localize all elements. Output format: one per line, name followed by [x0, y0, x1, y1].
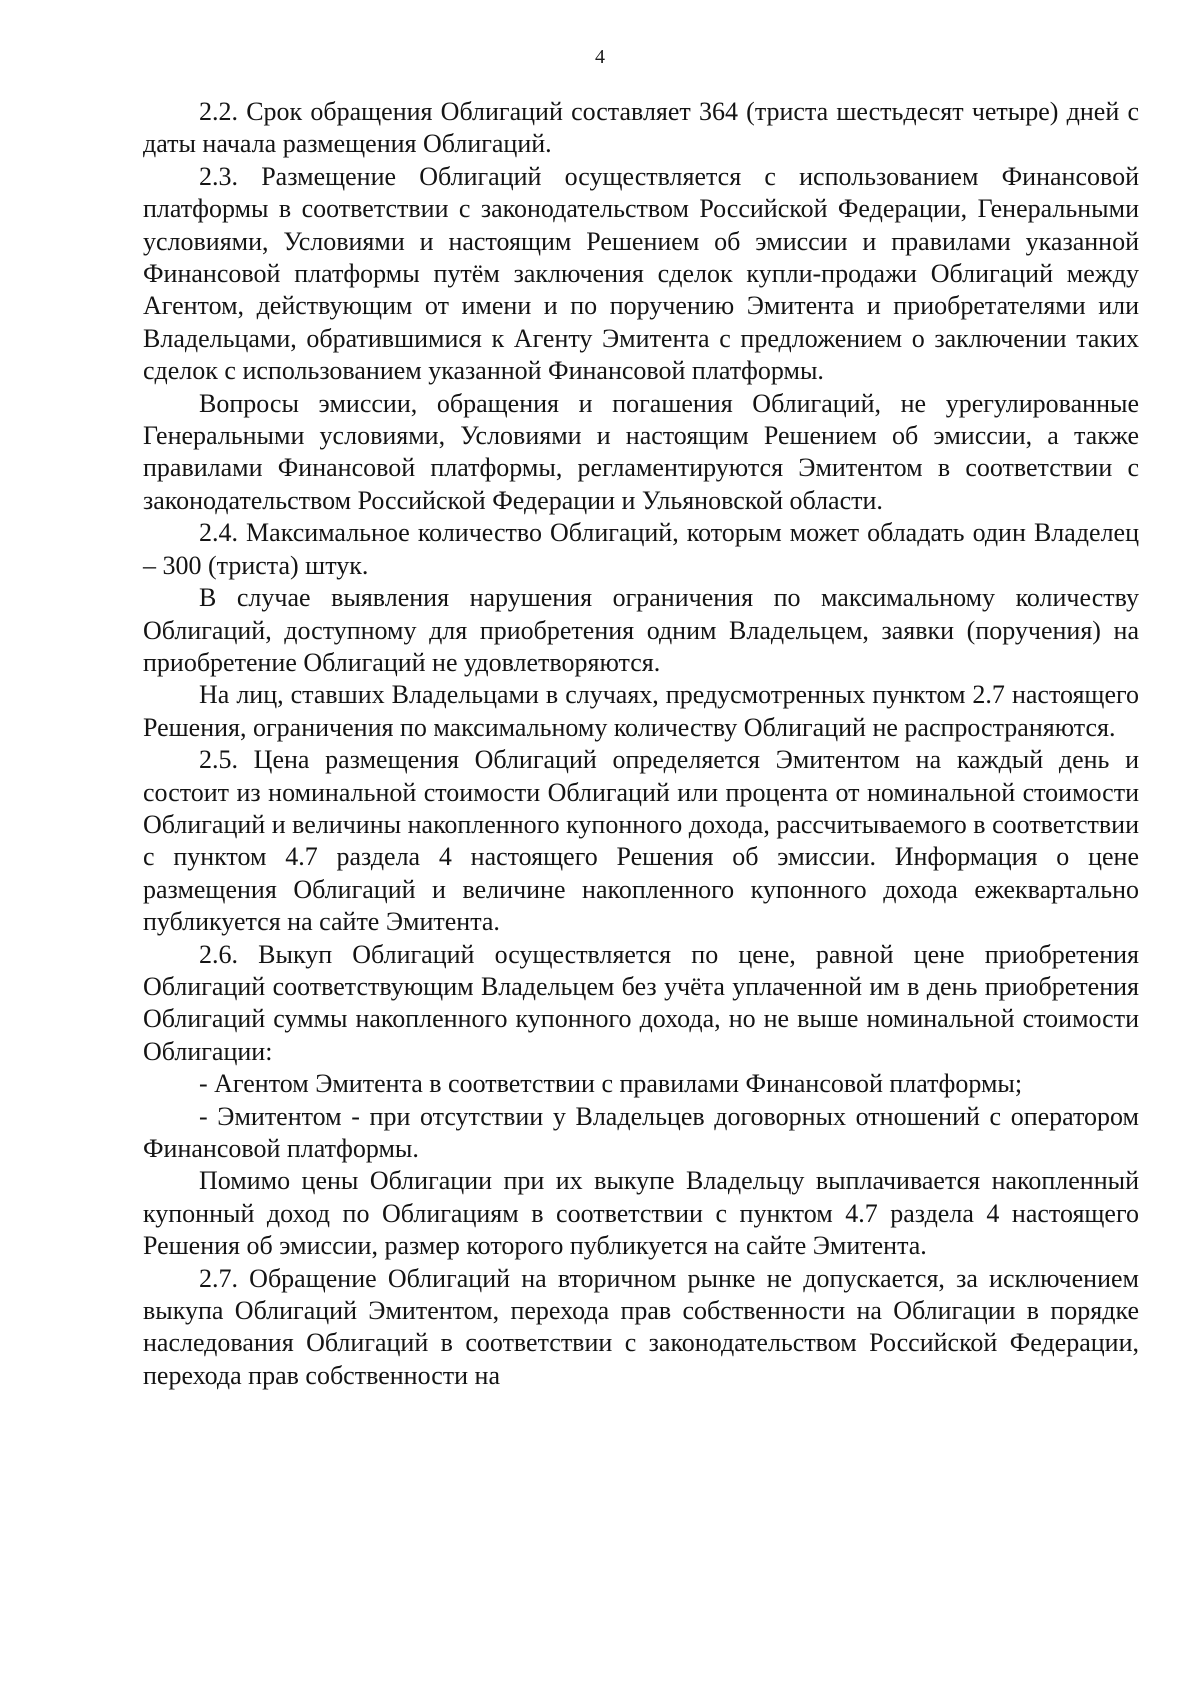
paragraph-2-4: 2.4. Максимальное количество Облигаций, которым может обладать один Владелец – 300 (триста) штук.: [143, 518, 1139, 580]
document-body: [143, 96, 1139, 1392]
paragraph-2-3: 2.3. Размещение Облигаций осуществляется с использованием Финансовой платформы в соответствии с законодательством Российской Федерации, Генеральными условиями, Условиями и настоящим Решением об эмиссии и правилами указанной Финансовой платформы путём заключения сделок купли-продажи Облигаций между Агентом, действующим от имени и по поручению Эмитента и приобретателями или Владельцами, обратившимися к Агенту Эмитента с предложением о заключении таких сделок с использованием указанной Финансовой платформы.: [143, 161, 1139, 386]
paragraph-2-5: 2.5. Цена размещения Облигаций определяется Эмитентом на каждый день и состоит из номинальной стоимости Облигаций или процента от номинальной стоимости Облигаций и величины накопленного купонного дохода, рассчитываемого в соответствии с пунктом 4.7 раздела 4 настоящего Решения об эмиссии. Информация о цене размещения Облигаций и величине накопленного купонного дохода ежеквартально публикуется на сайте Эмитента.: [143, 745, 1139, 937]
paragraph-coupon: Помимо цены Облигации при их выкупе Владельцу выплачивается накопленный купонный доход по Облигациям в соответствии с пунктом 4.7 раздела 4 настоящего Решения об эмиссии, размер которого публикуется на сайте Эмитента.: [143, 1166, 1139, 1261]
list-item-agent: - Агентом Эмитента в соответствии с правилами Финансовой платформы;: [199, 1069, 1023, 1099]
paragraph-2-2: 2.2. Срок обращения Облигаций составляет 364 (триста шестьдесят четыре) дней с даты начала размещения Облигаций.: [143, 97, 1139, 159]
list-item-issuer: - Эмитентом - при отсутствии у Владельцев договорных отношений с оператором Финансовой платформы.: [143, 1101, 1139, 1163]
paragraph-violation: В случае выявления нарушения ограничения по максимальному количеству Облигаций, доступному для приобретения одним Владельцем, заявки (поручения) на приобретение Облигаций не удовлетворяются.: [143, 583, 1139, 677]
page-number: 4: [595, 46, 605, 68]
paragraph-2-7: 2.7. Обращение Облигаций на вторичном рынке не допускается, за исключением выкупа Облигаций Эмитентом, перехода прав собственности на Облигации в порядке наследования Облигаций в соответствии с законодательством Российской Федерации, перехода прав собственности на: [143, 1263, 1139, 1390]
paragraph-exception: На лиц, ставших Владельцами в случаях, предусмотренных пунктом 2.7 настоящего Решения, ограничения по максимальному количеству Облигаций не распространяются.: [143, 680, 1139, 742]
paragraph-issues: Вопросы эмиссии, обращения и погашения Облигаций, не урегулированные Генеральными условиями, Условиями и настоящим Решением об эмиссии, а также правилами Финансовой платформы, регламентируются Эмитентом в соответствии с законодательством Российской Федерации и Ульяновской области.: [143, 388, 1139, 515]
paragraph-2-6: 2.6. Выкуп Облигаций осуществляется по цене, равной цене приобретения Облигаций соответствующим Владельцем без учёта уплаченной им в день приобретения Облигаций суммы накопленного купонного дохода, но не выше номинальной стоимости Облигации:: [143, 939, 1139, 1066]
